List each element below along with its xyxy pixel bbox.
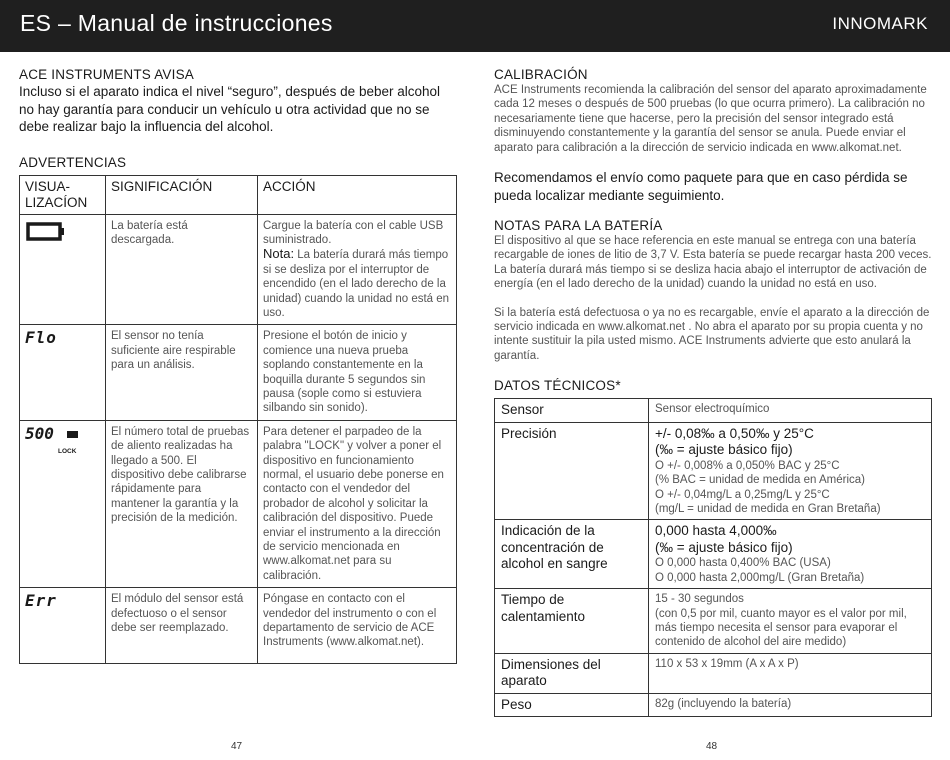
precision-line-1: +/- 0,08‰ a 0,50‰ y 25°C [655,425,814,441]
shipping-text: Recomendamos el envío como paquete para que en caso pérdida se pueda localizar mediante seguimiento. [494,170,908,203]
action-cell: Presione el botón de inicio y comience una nueva prueba soplando constantemente en la boquilla durante 5 segundos sin pausa (sople como si estuviera silbando sin sonido). [258,325,457,420]
indication-line-4: O 0,000 hasta 2,000mg/L (Gran Bretaña) [655,571,865,584]
table-row [20,420,457,587]
indication-line-1: 0,000 hasta 4,000‰ [655,523,777,539]
action-cell [258,214,457,325]
calibration-title: CALIBRACIÓN [494,67,588,82]
meaning-cell: El sensor no tenía suficiente aire respirable para un análisis. [106,325,258,420]
lock-500-display-icon [25,423,85,457]
indication-line-3: O 0,000 hasta 0,400% BAC (USA) [655,557,831,570]
battery-icon [25,221,69,243]
note-label: Nota: [263,246,295,262]
header-visual: VISUA- LIZACÍON [20,175,106,214]
avisa-text: Incluso si el aparato indica el nivel “seguro”, después de beber alcohol no hay garantía para conducir un vehículo u otra actividad que no se debe realizar bajo la influencia del alcohol. [19,84,441,134]
action-text: Cargue la batería con el cable USB suministrado. [263,219,444,246]
indication-label: Indicación de la concentración de alcohol en sangre [495,520,649,589]
precision-line-2: (‰ = ajuste básico fijo) [655,442,793,458]
page-number-right: 48 [706,741,718,752]
weight-label: Peso [495,693,649,717]
header-action: ACCIÓN [258,175,457,214]
battery-text-1: El dispositivo al que se hace referencia en este manual se entrega con una batería recargable de iones de litio de 3,7 V. Esta batería se puede recargar hasta 200 veces. La batería durará más tiempo si se desliza hacia abajo el interruptor de activación de energía (en el lado derecho de la unidad) cuando la unidad no está en uso. [494,235,932,291]
flo-display-icon: Flo [25,328,57,348]
sensor-label: Sensor [495,399,649,423]
precision-line-4: (% BAC = unidad de medida en América) [655,474,865,487]
table-header-row [20,175,457,214]
avisa-title: ACE INSTRUMENTS AVISA [19,67,194,82]
manual-title: ES – Manual de instrucciones [20,10,333,36]
precision-value [649,422,932,520]
warmup-value: 15 - 30 segundos (con 0,5 por mil, cuanto mayor es el valor por mil, más tiempo necesita el sensor para evaporar el contenido de alcohol del aire medido) [649,589,932,654]
err-display-icon: Err [25,591,57,611]
page-header [0,0,950,52]
calibration-text: ACE Instruments recomienda la calibración del sensor del aparato aproximadamente cada 12 meses o después de 500 pruebas (lo que ocurra primero). La calibración no necesariamente tiene que hacerse, pero la precisión del sensor integrado está disminuyendo constantemente y la garantía del sensor se anula. Puede enviar el aparato para calibración a la dirección de servicio indicada en www.alkomat.net. [494,84,927,154]
table-row [20,214,457,325]
precision-line-6: (mg/L = unidad de medida en Gran Bretaña) [655,503,881,515]
meaning-cell: El número total de pruebas de aliento realizadas ha llegado a 500. El dispositivo debe calibrarse rápidamente para mantener la garantía y la precisión de la medición. [106,420,258,587]
warmup-label: Tiempo de calentamiento [495,589,649,654]
right-page [494,66,932,717]
sensor-value: Sensor electroquímico [649,399,932,423]
table-row [495,653,932,693]
dimensions-label: Dimensiones del aparato [495,653,649,693]
indication-line-2: (‰ = ajuste básico fijo) [655,539,793,555]
table-row [495,399,932,423]
meaning-cell: La batería está descargada. [106,214,258,325]
table-row [20,588,457,664]
action-cell: Póngase en contacto con el vendedor del instrumento o con el departamento de servicio de ACE Instruments (www.alkomat.net). [258,588,457,664]
brand-name: INNOMARK [832,14,928,33]
tech-data-table [494,398,932,717]
dimensions-value: 110 x 53 x 19mm (A x A x P) [649,653,932,693]
battery-mini-icon [67,431,78,438]
table-row [20,325,457,420]
table-row [495,520,932,589]
left-page [19,66,457,664]
battery-notes-title: NOTAS PARA LA BATERÍA [494,218,663,234]
lock-label: LOCK [58,447,77,455]
table-row [495,422,932,520]
meaning-cell: El módulo del sensor está defectuoso o el sensor debe ser reemplazado. [106,588,258,664]
note-text: La batería durará más tiempo si se desliza por el interruptor de encendido (en el lado derecho de la unidad) cuando la unidad no está en uso. [263,249,450,319]
weight-value: 82g (incluyendo la batería) [649,693,932,717]
action-cell: Para detener el parpadeo de la palabra "LOCK" y volver a poner el dispositivo en funcionamiento normal, el usuario debe ponerse en contacto con el vendedor del probador de alcohol y solicitar la calibración del dispositivo. Puede enviar el instrumento a la dirección de servicio mencionada en www.alkomat.net para su calibración. [258,420,457,587]
table-row [495,693,932,717]
warnings-table [19,175,457,665]
indication-value [649,520,932,589]
precision-label: Precisión [495,422,649,520]
table-row [495,589,932,654]
lock-counter-digits: 500 [25,423,54,443]
precision-line-5: O +/- 0,04mg/L a 0,25mg/L y 25°C [655,488,830,501]
battery-text-2: Si la batería está defectuosa o ya no es recargable, envíe el aparato a la dirección de servicio indicada en www.alkomat.net . No abra el aparato por su propia cuenta y no intente sustituir la pila usted mismo. ACE Instruments advierte que esto anulará la garantía. [494,306,930,362]
tech-data-title: DATOS TÉCNICOS* [494,378,621,394]
header-meaning: SIGNIFICACIÓN [106,175,258,214]
warnings-title: ADVERTENCIAS [19,154,127,170]
page-number-left: 47 [231,741,243,752]
precision-line-3: O +/- 0,008% a 0,050% BAC y 25°C [655,459,840,472]
